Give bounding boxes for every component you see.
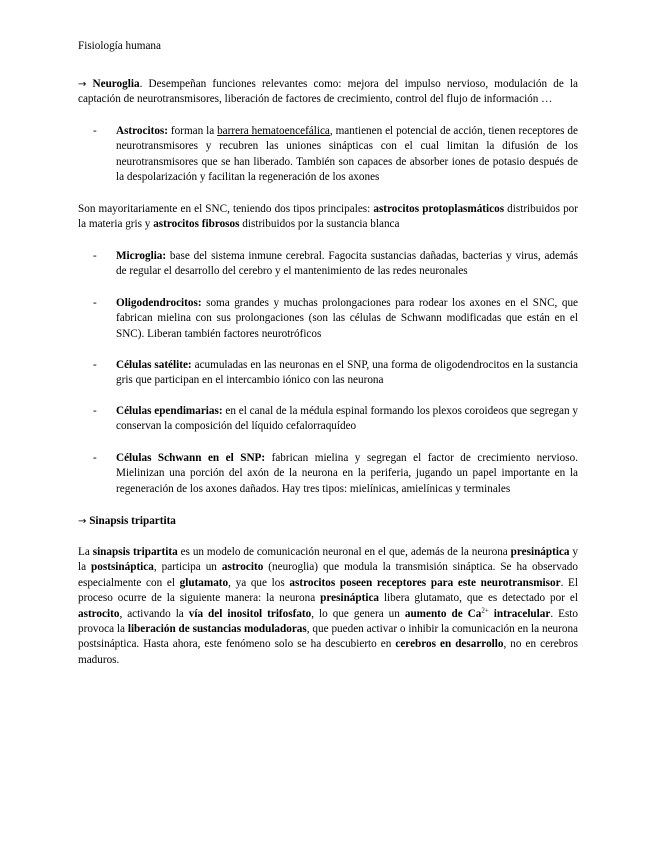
arrow-right-icon: →	[78, 516, 87, 527]
bullet-dash: -	[93, 297, 97, 309]
sinapsis-text-6: , ya que los	[228, 576, 290, 589]
satelite-title: Células satélite:	[116, 359, 192, 371]
satelite-text-block	[116, 358, 578, 389]
sinapsis-heading-title: Sinapsis tripartita	[89, 515, 176, 527]
sinapsis-bold-1: sinapsis tripartita	[92, 546, 178, 558]
sinapsis-text-10: , lo que genera un	[311, 607, 405, 620]
sinapsis-bold-3: postsináptica	[91, 561, 154, 574]
sinapsis-text-4: , participa un	[153, 561, 222, 574]
neuroglia-paragraph	[78, 77, 578, 108]
sinapsis-text-12: , que pueden activar o inhibir la comunicación en la neurona postsináptica. Hasta ahora, este fenómeno solo se ha descubierto en	[78, 623, 579, 651]
sinapsis-bold-4: astrocito	[221, 561, 264, 574]
ependimarias-text-block	[116, 404, 578, 435]
sinapsis-superscript: 2+	[481, 605, 489, 614]
bullet-dash: -	[93, 359, 97, 371]
sinapsis-text-5: (neuroglia) que modula la transmisión sináptica. Se ha observado especialmente con el	[78, 561, 578, 589]
sinapsis-bold-7: presináptica	[320, 592, 379, 605]
snc-bold-protoplasmaticos: astrocitos protoplasmáticos	[373, 203, 505, 215]
neuroglia-text: . Desempeñan funciones relevantes como: mejora del impulso nervioso, modulación de la captación de neurotransmisores, liberación de factores de crecimiento, control del flujo de información …	[78, 78, 579, 106]
snc-text-2: distribuidos por la materia gris y	[78, 203, 578, 231]
sinapsis-bold-11: intracelular	[488, 607, 551, 620]
sinapsis-text-9: , activando la	[119, 607, 189, 620]
oligodendrocitos-text: soma grandes y muchas prolongaciones para rodear los axones en el SNC, que fabrican mielina con sus prolongaciones (son las células de Schwann modificadas que están en el SNC). Liberan también factores neurotróficos	[116, 297, 578, 340]
microglia-text-block	[116, 249, 578, 280]
page-header: Fisiología humana	[78, 40, 161, 52]
sinapsis-heading	[78, 514, 578, 529]
snc-bold-fibrosos: astrocitos fibrosos	[153, 218, 240, 231]
astrocitos-pre: forman la	[168, 125, 218, 137]
schwann-text-block	[116, 451, 578, 497]
astrocitos-text: , mantienen el potencial de acción, tienen receptores de neurotransmisores y recubren las uniones sinápticas con el cual limitan la difusión de los neurotransmisores que se han liberado. También son capaces de absorber iones de potasio después de la despolarización y facilitan la regeneración de los axones	[116, 125, 578, 184]
oligodendrocitos-text-block	[116, 296, 578, 342]
sinapsis-bold-2: presináptica	[510, 546, 570, 558]
schwann-text: fabrican mielina y segregan el factor de crecimiento nervioso. Mielinizan una porción del axón de la neurona en la periferia, jugando un papel importante en la regeneración de los axones dañados. Hay tres tipos: mielínicas, amielínicas y terminales	[116, 452, 578, 495]
snc-paragraph	[78, 202, 578, 233]
satelite-text: acumuladas en las neuronas en el SNP, una forma de oligodendrocitos en la sustancia gris que participan en el intercambio iónico con las neurona	[116, 359, 579, 387]
sinapsis-text-8: libera glutamato, que es detectado por el	[379, 592, 578, 605]
snc-text-1: Son mayoritariamente en el SNC, teniendo dos tipos principales:	[78, 203, 374, 215]
astrocitos-text-block	[116, 124, 578, 186]
sinapsis-text-3: y la	[78, 546, 578, 574]
oligodendrocitos-title: Oligodendrocitos:	[116, 297, 202, 309]
sinapsis-bold-12: liberación de sustancias moduladoras	[127, 623, 307, 636]
sinapsis-bold-6: astrocitos poseen receptores para este neurotransmisor	[289, 576, 561, 589]
sinapsis-text-2: es un modelo de comunicación neuronal en el que, además de la neurona	[177, 546, 511, 558]
ependimarias-text: en el canal de la médula espinal formando los plexos coroideos que segregan y conservan la composición del líquido cefalorraquídeo	[116, 405, 578, 433]
sinapsis-text-1: La	[78, 546, 93, 558]
ependimarias-title: Células ependimarias:	[116, 405, 223, 417]
bullet-dash: -	[93, 452, 97, 464]
schwann-title: Células Schwann en el SNP:	[116, 452, 266, 464]
neuroglia-title: Neuroglia	[92, 78, 140, 90]
sinapsis-bold-8: astrocito	[78, 607, 120, 620]
sinapsis-paragraph	[78, 545, 578, 668]
sinapsis-text-13: , no en cerebros maduros.	[78, 638, 578, 666]
sinapsis-text-11: . Esto provoca la	[78, 607, 579, 636]
astrocitos-title: Astrocitos:	[116, 125, 168, 137]
sinapsis-bold-9: vía del inositol trifosfato	[188, 607, 312, 620]
bullet-dash: -	[93, 405, 97, 417]
sinapsis-text-7: . El proceso ocurre de la siguiente manera: la neurona	[78, 576, 578, 605]
snc-text-3: distribuidos por la sustancia blanca	[239, 218, 400, 231]
sinapsis-bold-10: aumento de Ca	[404, 607, 482, 620]
barrera-link[interactable]: barrera hematoencefálica	[217, 125, 330, 137]
microglia-title: Microglia:	[116, 250, 167, 262]
bullet-dash: -	[93, 250, 97, 262]
microglia-text: base del sistema inmune cerebral. Fagocita sustancias dañadas, bacterias y virus, además de regular el desarrollo del cerebro y el mantenimiento de las redes neuronales	[116, 250, 578, 278]
sinapsis-bold-5: glutamato	[179, 576, 229, 589]
arrow-right-icon: →	[78, 79, 87, 90]
bullet-dash: -	[93, 125, 97, 137]
sinapsis-bold-13: cerebros en desarrollo	[395, 638, 504, 651]
